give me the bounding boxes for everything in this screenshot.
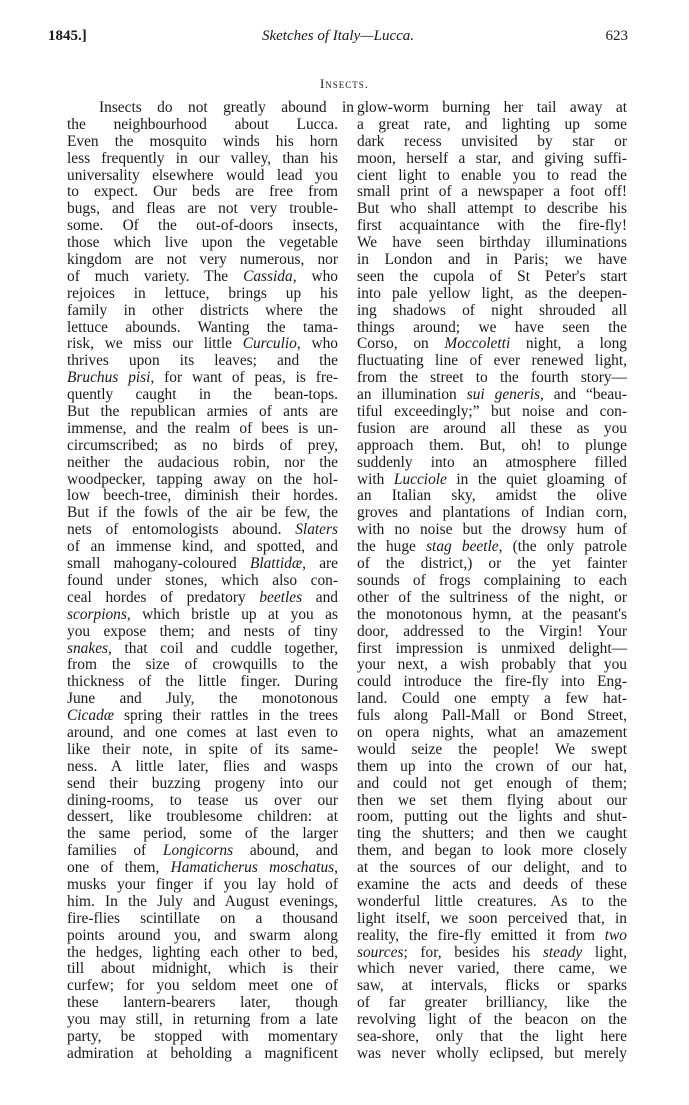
- text-column-right: [357, 100, 627, 1063]
- text-line: admiration at beholding a magnificent: [67, 1044, 338, 1062]
- text-line: of far greater brilliancy, like the: [357, 994, 627, 1012]
- text-line: around, and one comes at last even to: [67, 723, 338, 741]
- text-line: was never wholly eclipsed, but merely: [357, 1044, 627, 1062]
- text-line: the same period, some of the larger: [67, 825, 338, 843]
- text-line: a great rate, and lighting up some: [357, 115, 627, 133]
- text-line: dessert, like troublesome children: at: [67, 808, 338, 826]
- text-line: other of the sultriness of the night, or: [357, 588, 627, 606]
- text-line: dark recess unvisited by star or: [357, 132, 627, 150]
- text-line: neither the audacious robin, nor the: [67, 453, 338, 471]
- text-line: with no noise but the drowsy hum of: [357, 521, 627, 539]
- text-line: ting the shutters; and then we caught: [357, 825, 627, 843]
- text-line: of an immense kind, and spotted, and: [67, 538, 338, 556]
- page-number: 623: [605, 28, 628, 44]
- text-line: fluctuating line of ever renewed light,: [357, 352, 627, 370]
- text-line: in London and in Paris; we have: [357, 251, 627, 269]
- text-line: small mahogany-coloured Blattidæ, are: [67, 555, 338, 573]
- text-line: curfew; for you seldom meet one of: [67, 977, 338, 995]
- text-line: But who shall attempt to describe his: [357, 200, 627, 218]
- text-line: fuls along Pall-Mall or Bond Street,: [357, 707, 627, 725]
- text-line: of the district,) or the yet fainter: [357, 555, 627, 573]
- text-line: could introduce the fire-fly into Eng-: [357, 673, 627, 691]
- text-line: tiful exceedingly;” but noise and con-: [357, 403, 627, 421]
- text-line: low beech-tree, diminish their hordes.: [67, 487, 338, 505]
- text-line: send their buzzing progeny into our: [67, 774, 338, 792]
- text-line: Bruchus pisi, for want of peas, is fre-: [67, 369, 338, 387]
- text-line: snakes, that coil and cuddle together,: [67, 639, 338, 657]
- text-line: cient light to enable you to read the: [357, 166, 627, 184]
- text-line: some. Of the out-of-doors insects,: [67, 217, 338, 235]
- text-line: light itself, we soon perceived that, in: [357, 909, 627, 927]
- text-line: June and July, the monotonous: [67, 690, 338, 708]
- text-line: ceal hordes of predatory beetles and: [67, 588, 339, 606]
- text-line: reality, the fire-fly emitted it from two: [357, 926, 627, 944]
- text-line: We have seen birthday illuminations: [357, 234, 627, 252]
- text-line: Cicadæ spring their rattles in the trees: [67, 707, 338, 725]
- text-line: the neighbourhood about Lucca.: [67, 115, 338, 133]
- text-line: the huge stag beetle, (the only patrole: [357, 538, 627, 556]
- text-line: your next, a wish probably that you: [357, 656, 627, 674]
- text-line: first impression is unmixed delight—: [357, 639, 627, 657]
- text-line: lettuce abounds. Wanting the tama-: [67, 318, 338, 336]
- text-line: on opera nights, what an amazement: [357, 723, 627, 741]
- text-line: fusion are around all these as you: [357, 419, 627, 437]
- text-line: Insects do not greatly abound in: [99, 99, 354, 116]
- text-line: found under stones, which also con-: [67, 571, 338, 589]
- text-line: Even the mosquito winds his horn: [67, 132, 338, 150]
- text-line: kingdom are not very numerous, nor: [67, 251, 338, 269]
- text-line: an illumination sui generis, and “beau-: [357, 386, 627, 404]
- text-line: suddenly into an atmosphere filled: [357, 453, 627, 471]
- text-line: party, be stopped with momentary: [67, 1027, 338, 1045]
- text-line: approach them. But, oh! to plunge: [357, 436, 627, 454]
- text-line: But if the fowls of the air be few, the: [67, 504, 338, 522]
- text-line: Corso, on Moccoletti night, a long: [357, 335, 627, 353]
- text-line: bugs, and fleas are not very trouble-: [67, 200, 338, 218]
- text-line: immense, and the realm of bees is un-: [67, 419, 338, 437]
- text-line: risk, we miss our little Curculio, who: [67, 335, 339, 353]
- text-line: them, and began to look more closely: [357, 842, 627, 860]
- text-line: seen the cupola of St Peter's start: [357, 267, 627, 285]
- text-line: wonderful little creatures. As to the: [357, 892, 627, 910]
- text-line: examine the acts and deeds of these: [357, 875, 627, 893]
- text-line: and could not get enough of them;: [357, 774, 627, 792]
- text-line: sounds of frogs complaining to each: [357, 571, 627, 589]
- text-line: ness. A little later, flies and wasps: [67, 757, 338, 775]
- header-year: 1845.]: [48, 28, 87, 44]
- text-line: sources; for, besides his steady light,: [357, 943, 627, 961]
- text-line: musks your finger if you lay hold of: [67, 875, 338, 893]
- text-line: to expect. Our beds are free from: [67, 183, 338, 201]
- text-line: thrives upon its leaves; and the: [67, 352, 338, 370]
- text-line: families of Longicorns abound, and: [67, 842, 339, 860]
- text-line: first acquaintance with the fire-fly!: [357, 217, 627, 235]
- text-line: you expose them; and nests of tiny: [67, 622, 338, 640]
- text-line: with Lucciole in the quiet gloaming of: [357, 470, 627, 488]
- text-line: room, putting out the lights and shut-: [357, 808, 627, 826]
- text-line: saw, at intervals, flicks or sparks: [357, 977, 627, 995]
- text-line: door, addressed to the Virgin! Your: [357, 622, 627, 640]
- text-line: into pale yellow light, as the deepen-: [357, 284, 627, 302]
- text-line: moon, herself a star, and giving suffi-: [357, 149, 627, 167]
- text-line: at the sources of our delight, and to: [357, 859, 627, 877]
- text-line: would seize the people! We swept: [357, 740, 627, 758]
- text-line: land. Could one empty a few hat-: [357, 690, 627, 708]
- text-line: rejoices in lettuce, brings up his: [67, 284, 338, 302]
- text-line: till about midnight, which is their: [67, 960, 338, 978]
- text-line: universality elsewhere would lead you: [67, 166, 338, 184]
- running-header: [48, 28, 628, 50]
- section-title: Insects.: [319, 76, 370, 91]
- text-line: an Italian sky, amidst the olive: [357, 487, 627, 505]
- text-line: family in other districts where the: [67, 301, 338, 319]
- text-line: one of them, Hamaticherus moschatus,: [67, 859, 338, 877]
- text-line: small print of a newspaper a foot off!: [357, 183, 627, 201]
- text-line: revolving light of the beacon on the: [357, 1011, 627, 1029]
- text-line: fire-flies scintillate on a thousand: [67, 909, 338, 927]
- text-line: quently caught in the bean-tops.: [67, 386, 338, 404]
- text-line: you may still, in returning from a late: [67, 1011, 338, 1029]
- text-line: woodpecker, tapping away on the hol-: [67, 470, 338, 488]
- text-line: groves and plantations of Indian corn,: [357, 504, 627, 522]
- text-line: glow-worm burning her tail away at: [357, 99, 627, 116]
- text-column-left: [67, 99, 354, 1063]
- text-line: things around; we have seen the: [357, 318, 627, 336]
- text-line: scorpions, which bristle up at you as: [67, 605, 338, 623]
- text-line: the monotonous hymn, at the peasant's: [357, 605, 627, 623]
- text-line: dining-rooms, to tease us over our: [67, 791, 338, 809]
- text-line: those which live upon the vegetable: [67, 234, 338, 252]
- text-line: these lantern-bearers later, though: [67, 994, 338, 1012]
- text-line: which never varied, there came, we: [357, 960, 627, 978]
- text-line: them up into the crown of our hat,: [357, 757, 627, 775]
- text-line: less frequently in our valley, than his: [67, 149, 338, 167]
- text-line: like their note, in spite of its same-: [67, 740, 338, 758]
- text-line: then we set them flying about our: [357, 791, 627, 809]
- text-line: the hedges, lighting each other to bed,: [67, 943, 338, 961]
- text-line: sea-shore, only that the light here: [357, 1027, 627, 1045]
- text-line: of much variety. The Cassida, who: [67, 267, 338, 285]
- text-line: nets of entomologists abound. Slaters: [67, 521, 338, 539]
- text-line: points around you, and swarm along: [67, 926, 338, 944]
- text-line: But the republican armies of ants are: [67, 403, 338, 421]
- text-line: circumscribed; as no birds of prey,: [67, 436, 338, 454]
- text-line: thickness of the little finger. During: [67, 673, 338, 691]
- text-line: from the size of crowquills to the: [67, 656, 338, 674]
- text-line: from the street to the fourth story—: [357, 369, 627, 387]
- text-line: him. In the July and August evenings,: [67, 892, 338, 910]
- text-line: ing shadows of night shrouded all: [357, 301, 627, 319]
- header-title: Sketches of Italy—Lucca.: [261, 28, 415, 44]
